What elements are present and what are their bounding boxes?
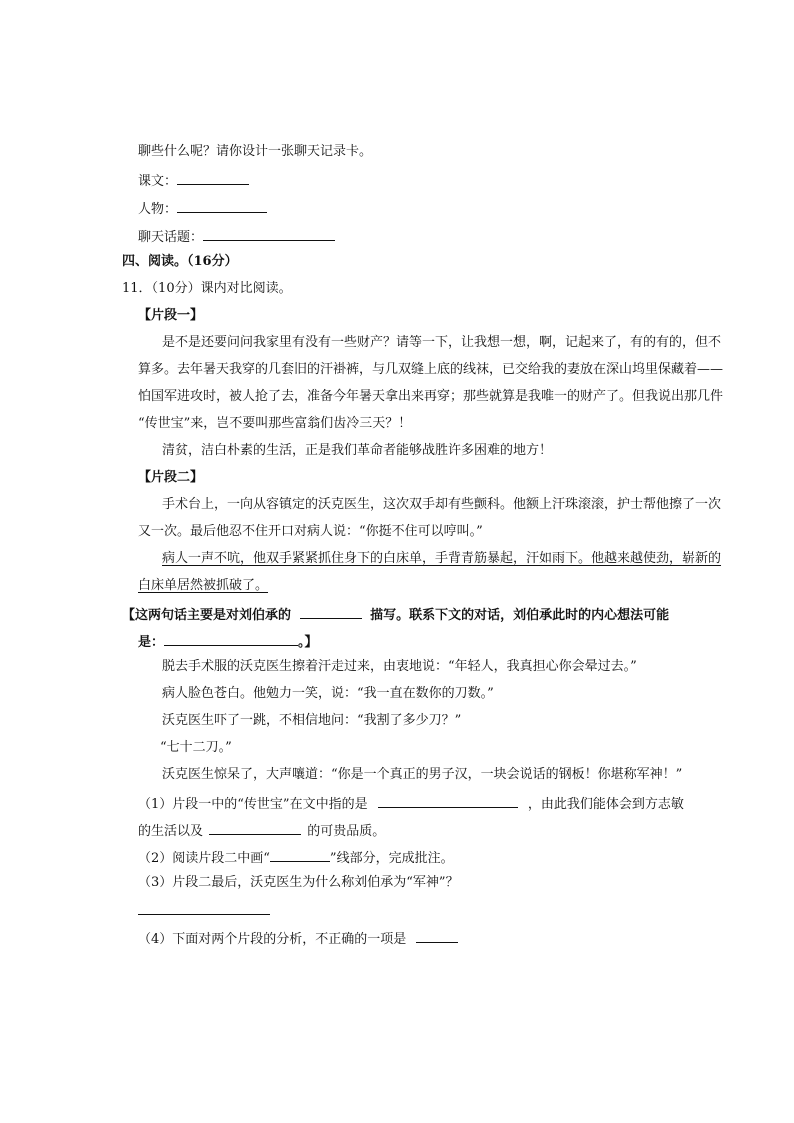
question-text: 的生活以及 [138, 824, 204, 839]
question-text: ”线部分，完成批注。 [329, 851, 454, 866]
lesson-label: 课文： [138, 174, 178, 189]
inner-thought-blank[interactable] [164, 631, 298, 646]
section-heading: 四、阅读。（16分） [122, 254, 238, 269]
dialogue-line: 病人脸色苍白。他勉力一笑，说：“我一直在数你的刀数。” [162, 686, 494, 701]
passage1-line: 清贫，洁白朴素的生活，正是我们革命者能够战胜许多困难的地方！ [162, 443, 553, 458]
question-title: 11．（10分）课内对比阅读。 [122, 281, 292, 296]
topic-label: 聊天话题： [138, 230, 204, 245]
description-type-blank[interactable] [300, 604, 362, 619]
line-sample [270, 847, 330, 862]
question-text: （1）片段一中的“传世宝”在文中指的是 [138, 797, 368, 812]
passage2-label: 【片段二】 [138, 470, 204, 485]
question-2 [138, 847, 454, 868]
passage2-line: 又一次。最后他忍不住开口对病人说：“你挺不住可以哼叫。” [138, 524, 483, 539]
treasure-meaning-blank[interactable] [378, 793, 518, 808]
character-blank[interactable] [177, 198, 267, 213]
annotation-text: 【这两句话主要是对刘伯承的 [122, 608, 292, 623]
question-4 [138, 928, 458, 949]
dialogue-line: “七十二刀。” [160, 740, 232, 755]
character-row [138, 198, 267, 219]
passage1-line: 是不是还要问问我家里有没有一些财产？请等一下，让我想一想，啊，记起来了，有的有的，但不 [162, 335, 722, 350]
dialogue-line: 沃克医生吓了一跳，不相信地问：“我割了多少刀？” [162, 713, 462, 728]
answer-line[interactable] [138, 914, 270, 915]
passage1-label: 【片段一】 [138, 308, 204, 323]
question-1-cont [138, 820, 385, 841]
annotation-line [122, 604, 669, 625]
annotation-line [138, 631, 318, 652]
question-3: （3）片段二最后，沃克医生为什么称刘伯承为“军神”？ [138, 875, 459, 890]
underlined-sentence: 病人一声不吭，他双手紧紧抓住身下的白床单，手背青筋暴起，汗如雨下。他越来越使劲，崭新的 [162, 551, 722, 566]
character-label: 人物： [138, 202, 178, 217]
question-text: （4）下面对两个片段的分析，不正确的一项是 [138, 932, 407, 947]
topic-row [138, 226, 335, 247]
annotation-text: 是： [138, 635, 165, 650]
question-text: （2）阅读片段二中画“ [138, 851, 270, 866]
passage1-line: 算多。去年暑天我穿的几套旧的汗褂裤，与几双缝上底的线袜，已交给我的妻放在深山坞里保藏着—— [138, 362, 724, 377]
passage1-line: 怕国军进攻时，被人抢了去，准备今年暑天拿出来再穿；那些就算是我唯一的财产了。但我说出那几件 [138, 389, 724, 404]
dialogue-line: 脱去手术服的沃克医生擦着汗走过来，由衷地说：“年轻人，我真担心你会晕过去。” [162, 659, 637, 674]
question-text: 的可贵品质。 [307, 824, 386, 839]
lesson-row [138, 170, 249, 191]
underlined-sentence: 白床单居然被抓破了。 [138, 578, 269, 593]
design-prompt: 聊些什么呢？请你设计一张聊天记录卡。 [138, 144, 373, 159]
question-1 [138, 793, 684, 814]
annotation-text: 描写。联系下文的对话，刘伯承此时的内心想法可能 [370, 608, 670, 623]
question-text: ，由此我们能体会到方志敏 [527, 797, 684, 812]
topic-blank[interactable] [203, 226, 335, 241]
quality-blank[interactable] [209, 820, 301, 835]
choice-blank[interactable] [416, 928, 458, 943]
dialogue-line: 沃克医生惊呆了，大声嚷道：“你是一个真正的男子汉，一块会说话的钢板！你堪称军神！” [162, 767, 683, 782]
passage2-line: 手术台上，一向从容镇定的沃克医生，这次双手却有些颤科。他额上汗珠滚滚，护士帮他擦了一次 [162, 497, 722, 512]
annotation-text: 。】 [298, 635, 318, 650]
passage1-line: “传世宝”来，岂不要叫那些富翁们齿冷三天？！ [138, 416, 412, 431]
lesson-blank[interactable] [177, 170, 249, 185]
